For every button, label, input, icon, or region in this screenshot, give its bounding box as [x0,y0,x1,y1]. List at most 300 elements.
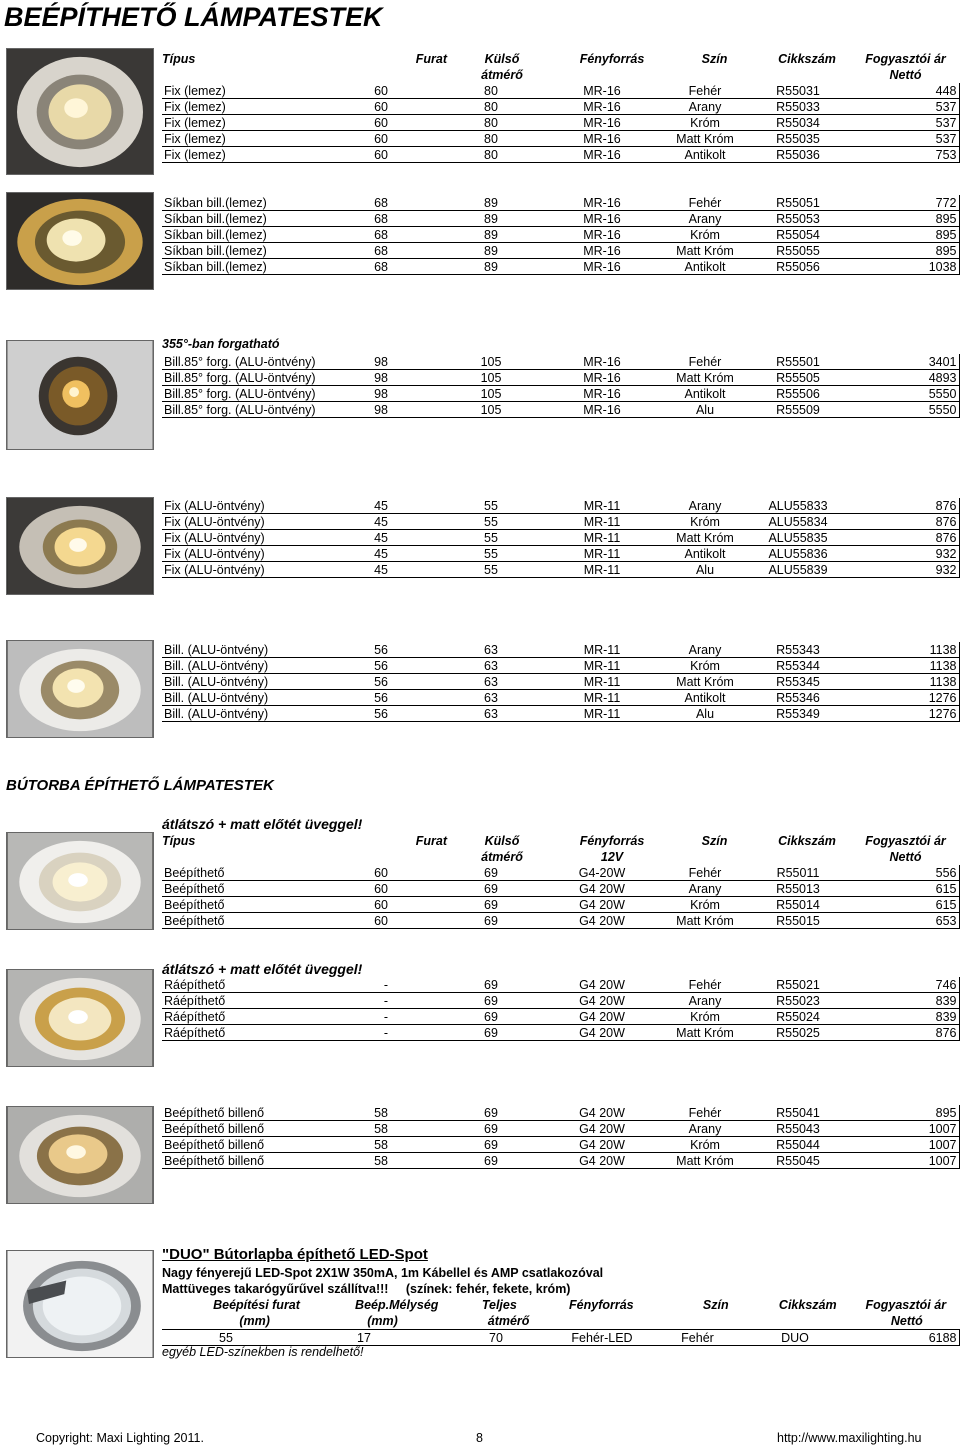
cell-type: Bill.85° forg. (ALU-öntvény) [162,354,352,370]
cell-outer-diameter: 105 [436,370,546,386]
cell-type: Beépíthető billenő [162,1105,352,1121]
table-row [162,195,959,211]
cell-light-source: G4 20W [546,977,658,993]
table-fix-alu [162,498,960,578]
cell-type: Fix (ALU-öntvény) [162,546,352,562]
cell-type: Fix (ALU-öntvény) [162,498,352,514]
table-row [162,259,959,275]
table-row [162,386,959,402]
cell-bore: 56 [352,674,436,690]
table-furniture-tilt [162,1105,960,1169]
cell-light-source: MR-16 [546,354,658,370]
cell-outer-diameter: 89 [436,227,546,243]
cell-sku: R55349 [752,706,844,722]
cell-type: Fix (ALU-öntvény) [162,562,352,578]
cell-light-source: MR-16 [546,243,658,259]
cell-bore: 58 [352,1153,436,1169]
cell-bore: 60 [352,83,436,99]
lamp-photo-fix-alu [6,497,154,595]
cell-bore: 56 [352,642,436,658]
header-color: Szín [701,834,728,848]
cell-price: 932 [844,562,959,578]
cell-bore: 60 [352,115,436,131]
header-bore: Furat [415,52,447,66]
cell-type: Fix (lemez) [162,99,352,115]
header-source: Fényforrás [579,834,645,848]
table-row [162,658,959,674]
table-row [162,1025,959,1041]
cell-outer-diameter: 105 [436,354,546,370]
cell-type: Beépíthető [162,913,352,929]
duo-description-1: Nagy fényerejű LED-Spot 2X1W 350mA, 1m Kábellel és AMP csatlakozóval [162,1266,604,1280]
table-tilt-alu [162,642,960,722]
cell-outer-diameter: 69 [436,993,546,1009]
cell-bore: 68 [352,211,436,227]
cell-light-source: G4 20W [546,1121,658,1137]
cell-color: Króm [658,897,752,913]
cell-type: Síkban bill.(lemez) [162,259,352,275]
cell-sku: R55013 [752,881,844,897]
cell-outer-diameter: 55 [436,546,546,562]
cell-type: Síkban bill.(lemez) [162,195,352,211]
cell-price: 653 [844,913,959,929]
cell-type: Bill.85° forg. (ALU-öntvény) [162,370,352,386]
section-title-furniture: BÚTORBA ÉPÍTHETŐ LÁMPATESTEK [6,777,274,794]
cell-bore: 68 [352,227,436,243]
cell-price: 895 [844,227,959,243]
cell-light-source: G4 20W [546,897,658,913]
cell-type: Bill. (ALU-öntvény) [162,674,352,690]
cell-color: Matt Króm [658,370,752,386]
cell-bore: 68 [352,259,436,275]
cell-outer-diameter: 55 [436,562,546,578]
header-diameter: átmérő [487,1314,530,1328]
footer-copyright: Copyright: Maxi Lighting 2011. [36,1431,204,1445]
cell-bore: 45 [352,498,436,514]
cell-sku: R55343 [752,642,844,658]
cell-type: Bill. (ALU-öntvény) [162,690,352,706]
cell-color: Matt Króm [658,1025,752,1041]
cell-color: Matt Króm [658,913,752,929]
cell-type: Ráépíthető [162,977,352,993]
cell-light-source: G4 20W [546,1137,658,1153]
cell-color: Antikolt [658,546,752,562]
cell-color: Arany [658,881,752,897]
table-fix-sheet [162,83,960,163]
cell-sku: R55044 [752,1137,844,1153]
cell-bore: - [352,993,436,1009]
header-diameter: átmérő [481,850,523,864]
cell-type: Beépíthető billenő [162,1121,352,1137]
cell-bore: 56 [352,706,436,722]
table-row [162,370,959,386]
table-row [162,1330,959,1346]
cell-light-source: Fehér-LED [554,1330,650,1346]
cell-price: 537 [844,115,959,131]
cell-install-depth: 17 [290,1330,438,1346]
cell-light-source: MR-11 [546,690,658,706]
table-row [162,993,959,1009]
cell-outer-diameter: 80 [436,131,546,147]
cell-color: Arany [658,211,752,227]
duo-note: egyéb LED-színekben is rendelhető! [162,1345,364,1359]
cell-light-source: MR-16 [546,83,658,99]
cell-price: 1007 [844,1153,959,1169]
cell-outer-diameter: 80 [436,83,546,99]
cell-bore: 98 [352,370,436,386]
cell-color: Fehér [658,354,752,370]
table-row [162,1105,959,1121]
cell-type: Bill.85° forg. (ALU-öntvény) [162,402,352,418]
cell-sku: R55344 [752,658,844,674]
table-row [162,642,959,658]
cell-outer-diameter: 63 [436,658,546,674]
cell-outer-diameter: 80 [436,147,546,163]
header-net: Nettó [889,68,922,82]
lamp-photo-tilt-sheet [6,192,154,290]
cell-sku: ALU55836 [752,546,844,562]
cell-sku: DUO [745,1330,845,1346]
cell-color: Arany [658,99,752,115]
cell-price: 1007 [844,1137,959,1153]
cell-light-source: G4 20W [546,1153,658,1169]
cell-sku: R55034 [752,115,844,131]
cell-price: 1138 [844,658,959,674]
header-source: Fényforrás [569,1298,634,1312]
lamp-photo-rotating [6,340,154,450]
header-total: Teljes [481,1298,517,1312]
cell-price: 746 [844,977,959,993]
cell-outer-diameter: 89 [436,259,546,275]
cell-sku: R55346 [752,690,844,706]
cell-sku: R55051 [752,195,844,211]
cell-price: 537 [844,131,959,147]
cell-price: 895 [844,1105,959,1121]
table-row [162,115,959,131]
cell-light-source: G4 20W [546,913,658,929]
cell-light-source: G4 20W [546,1105,658,1121]
cell-light-source: MR-16 [546,195,658,211]
cell-light-source: MR-11 [546,546,658,562]
header-mm-1: (mm) [239,1314,270,1328]
cell-sku: R55021 [752,977,844,993]
cell-outer-diameter: 69 [436,897,546,913]
cell-price: 876 [844,1025,959,1041]
table-row [162,498,959,514]
rotating-caption: 355°-ban forgatható [162,337,280,351]
cell-sku: R55045 [752,1153,844,1169]
cell-price: 1138 [844,642,959,658]
cell-type: Bill.85° forg. (ALU-öntvény) [162,386,352,402]
header-diameter: átmérő [481,68,523,82]
cell-outer-diameter: 89 [436,211,546,227]
cell-color: Matt Króm [658,530,752,546]
cell-outer-diameter: 55 [436,498,546,514]
cell-bore: 45 [352,514,436,530]
cell-type: Bill. (ALU-öntvény) [162,706,352,722]
table-row [162,402,959,418]
cell-sku: R55054 [752,227,844,243]
cell-color: Fehér [658,195,752,211]
cell-price: 556 [844,865,959,881]
cell-outer-diameter: 69 [436,881,546,897]
cell-sku: R55035 [752,131,844,147]
cell-color: Króm [658,227,752,243]
cell-light-source: MR-16 [546,402,658,418]
table-row [162,99,959,115]
cell-light-source: G4 20W [546,993,658,1009]
cell-light-source: MR-16 [546,386,658,402]
footer-url[interactable]: http://www.maxilighting.hu [777,1431,922,1445]
lamp-photo-fix-sheet [6,48,154,175]
cell-price: 1038 [844,259,959,275]
cell-price: 876 [844,530,959,546]
cell-color: Alu [658,402,752,418]
cell-outer-diameter: 105 [436,386,546,402]
lamp-photo-duo-led [6,1250,154,1358]
cell-bore: 98 [352,402,436,418]
table-header-duo [162,1297,959,1329]
cell-price: 876 [844,498,959,514]
cell-sku: R55033 [752,99,844,115]
cell-sku: R55031 [752,83,844,99]
cell-bore: - [352,1009,436,1025]
table-row [162,131,959,147]
cell-type: Beépíthető [162,865,352,881]
table-tilt-sheet [162,195,960,275]
cell-light-source: MR-11 [546,514,658,530]
cell-color: Fehér [658,865,752,881]
cell-bore: 98 [352,386,436,402]
header-sku: Cikkszám [778,834,836,848]
cell-type: Bill. (ALU-öntvény) [162,642,352,658]
header-sku: Cikkszám [778,1298,837,1312]
cell-bore: 98 [352,354,436,370]
table-row [162,897,959,913]
header-type: Típus [162,52,196,66]
table-row [162,546,959,562]
cell-sku: R55505 [752,370,844,386]
cell-sku: R55023 [752,993,844,1009]
cell-outer-diameter: 69 [436,1025,546,1041]
cell-bore: 68 [352,195,436,211]
cell-outer-diameter: 80 [436,115,546,131]
cell-color: Fehér [650,1330,745,1346]
cell-price: 1276 [844,706,959,722]
table-row [162,706,959,722]
cell-bore: 58 [352,1121,436,1137]
cell-sku: ALU55835 [752,530,844,546]
cell-price: 1138 [844,674,959,690]
glass-note-2: átlátszó + matt előtét üveggel! [162,961,363,977]
header-source: Fényforrás [579,52,645,66]
cell-bore: 56 [352,690,436,706]
glass-note-1: átlátszó + matt előtét üveggel! [162,816,363,832]
cell-price: 448 [844,83,959,99]
cell-price: 895 [844,243,959,259]
cell-light-source: MR-11 [546,642,658,658]
cell-sku: R55011 [752,865,844,881]
table-row [162,1009,959,1025]
cell-color: Antikolt [658,386,752,402]
table-row [162,147,959,163]
header-price: Fogyasztói ár [865,1298,947,1312]
cell-bore: 68 [352,243,436,259]
cell-sku: R55043 [752,1121,844,1137]
cell-type: Síkban bill.(lemez) [162,243,352,259]
cell-bore: 60 [352,131,436,147]
header-sku: Cikkszám [778,52,836,66]
header-bore: Furat [415,834,447,848]
header-install-bore: Beépítési furat [213,1298,300,1312]
cell-price: 4893 [844,370,959,386]
cell-price: 839 [844,1009,959,1025]
cell-light-source: MR-11 [546,674,658,690]
cell-light-source: MR-11 [546,706,658,722]
cell-type: Fix (ALU-öntvény) [162,530,352,546]
cell-bore: 58 [352,1137,436,1153]
cell-sku: R55509 [752,402,844,418]
cell-color: Fehér [658,977,752,993]
cell-bore: - [352,977,436,993]
cell-type: Síkban bill.(lemez) [162,211,352,227]
cell-type: Beépíthető [162,897,352,913]
cell-type: Ráépíthető [162,1009,352,1025]
cell-type: Fix (lemez) [162,131,352,147]
cell-color: Króm [658,115,752,131]
lamp-photo-furniture-tilt [6,1106,154,1204]
table-row [162,211,959,227]
cell-price: 615 [844,881,959,897]
cell-color: Matt Króm [658,131,752,147]
cell-price: 932 [844,546,959,562]
header-net: Nettó [889,850,922,864]
cell-sku: R55501 [752,354,844,370]
table-row [162,1153,959,1169]
header-net: Nettó [890,1314,923,1328]
cell-type: Fix (lemez) [162,147,352,163]
cell-type: Bill. (ALU-öntvény) [162,658,352,674]
cell-light-source: MR-16 [546,131,658,147]
cell-color: Arany [658,993,752,1009]
cell-light-source: G4-20W [546,865,658,881]
table-row [162,83,959,99]
cell-type: Beépíthető billenő [162,1153,352,1169]
cell-price: 1007 [844,1121,959,1137]
header-voltage: 12V [600,850,624,864]
cell-type: Ráépíthető [162,993,352,1009]
cell-type: Fix (lemez) [162,83,352,99]
header-install-depth: Beép.Mélység [355,1298,439,1312]
cell-bore: 60 [352,99,436,115]
header-outer: Külső [484,52,520,66]
cell-color: Matt Króm [658,1153,752,1169]
cell-sku: R55025 [752,1025,844,1041]
cell-light-source: MR-16 [546,115,658,131]
cell-sku: R55506 [752,386,844,402]
cell-color: Arany [658,1121,752,1137]
lamp-photo-furniture-surface [6,969,154,1067]
cell-outer-diameter: 55 [436,514,546,530]
cell-outer-diameter: 69 [436,865,546,881]
cell-light-source: G4 20W [546,881,658,897]
cell-bore: 60 [352,897,436,913]
cell-bore: 60 [352,865,436,881]
cell-bore: 60 [352,913,436,929]
cell-price: 876 [844,514,959,530]
cell-price: 6188 [845,1330,959,1346]
table-furniture-recessed [162,865,960,929]
table-furniture-surface [162,977,960,1041]
cell-color: Króm [658,514,752,530]
table-row [162,354,959,370]
page-title: BEÉPÍTHETŐ LÁMPATESTEK [4,2,383,32]
cell-outer-diameter: 105 [436,402,546,418]
cell-outer-diameter: 63 [436,674,546,690]
cell-sku: R55041 [752,1105,844,1121]
table-row [162,243,959,259]
cell-bore: 60 [352,147,436,163]
cell-sku: R55014 [752,897,844,913]
cell-price: 753 [844,147,959,163]
cell-price: 3401 [844,354,959,370]
cell-price: 615 [844,897,959,913]
table-row [162,881,959,897]
cell-color: Króm [658,658,752,674]
table-row [162,865,959,881]
cell-price: 5550 [844,386,959,402]
cell-price: 839 [844,993,959,1009]
cell-bore: 45 [352,546,436,562]
cell-light-source: G4 20W [546,1009,658,1025]
header-type: Típus [162,834,196,848]
table-header-main [162,51,959,83]
cell-sku: R55015 [752,913,844,929]
cell-sku: R55055 [752,243,844,259]
table-duo [162,1329,960,1346]
cell-outer-diameter: 69 [436,913,546,929]
cell-bore: 58 [352,1105,436,1121]
cell-bore: - [352,1025,436,1041]
cell-outer-diameter: 63 [436,706,546,722]
lamp-photo-tilt-alu [6,640,154,738]
cell-light-source: MR-16 [546,147,658,163]
cell-sku: R55053 [752,211,844,227]
cell-outer-diameter: 55 [436,530,546,546]
cell-install-bore: 55 [162,1330,290,1346]
cell-color: Alu [658,562,752,578]
table-row [162,674,959,690]
cell-sku: ALU55834 [752,514,844,530]
cell-color: Antikolt [658,259,752,275]
cell-light-source: MR-11 [546,562,658,578]
cell-outer-diameter: 80 [436,99,546,115]
cell-outer-diameter: 69 [436,1121,546,1137]
cell-outer-diameter: 69 [436,1009,546,1025]
cell-outer-diameter: 63 [436,690,546,706]
table-row [162,1137,959,1153]
cell-sku: ALU55833 [752,498,844,514]
cell-light-source: MR-11 [546,530,658,546]
cell-color: Arany [658,642,752,658]
cell-price: 537 [844,99,959,115]
cell-color: Matt Króm [658,674,752,690]
duo-title: "DUO" Bútorlapba építhető LED-Spot [162,1246,428,1263]
cell-light-source: MR-11 [546,498,658,514]
table-row [162,227,959,243]
header-color: Szín [702,1298,729,1312]
table-row [162,913,959,929]
